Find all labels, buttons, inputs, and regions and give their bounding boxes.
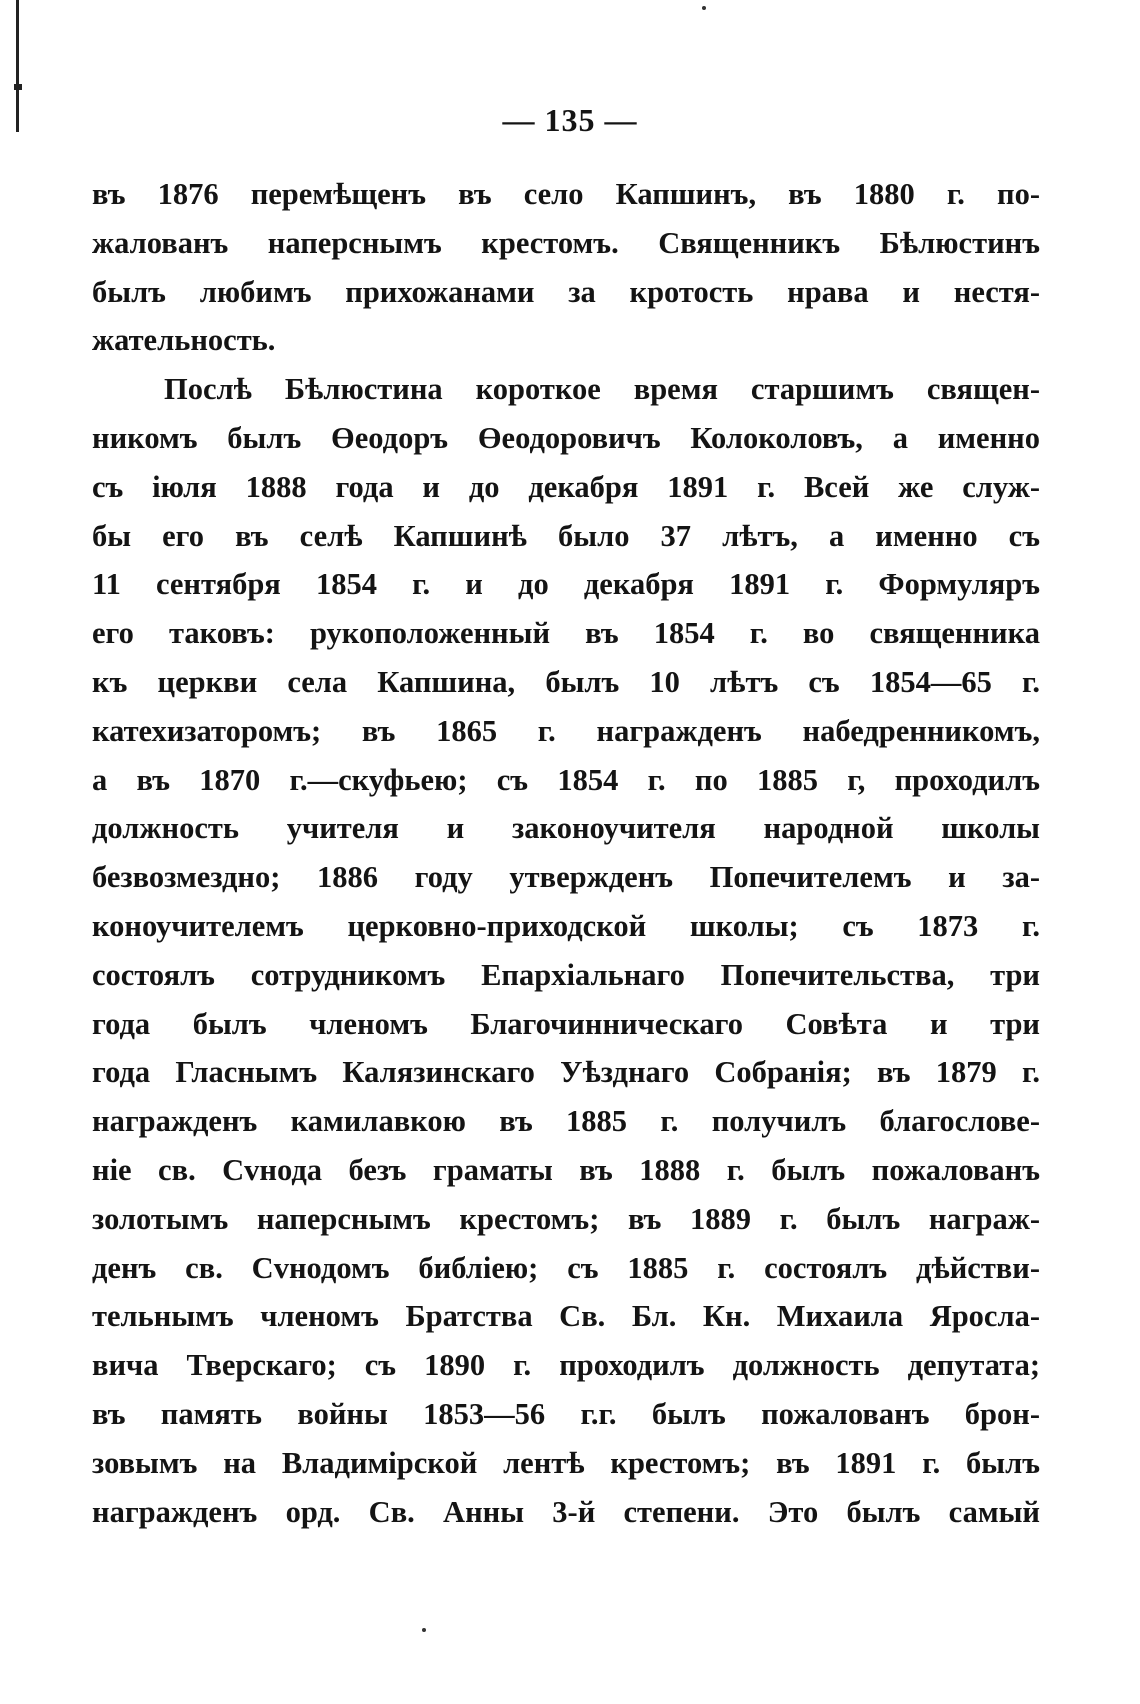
text-line: въ 1876 перемѣщенъ въ село Капшинъ, въ 1880 г. по- <box>92 177 1040 211</box>
text-line: бы его въ селѣ Капшинѣ было 37 лѣтъ, а именно съ <box>92 518 1040 553</box>
text-line: жалованъ наперснымъ крестомъ. Священникъ Бѣлюстинъ <box>92 225 1040 260</box>
text-line: зовымъ на Владимірской лентѣ крестомъ; въ 1891 г. былъ <box>92 1445 1040 1480</box>
text-line: награжденъ орд. Св. Анны 3-й степени. Это былъ самый <box>92 1494 1040 1529</box>
page-body-text <box>92 170 1040 1536</box>
text-line: къ церкви села Капшина, былъ 10 лѣтъ съ 1854—65 г. <box>92 664 1040 699</box>
text-line: состоялъ сотрудникомъ Епархіальнаго Попечительства, три <box>92 957 1040 992</box>
text-line: коноучителемъ церковно-приходской школы; съ 1873 г. <box>92 908 1040 943</box>
text-line: денъ св. Сvнодомъ библіею; съ 1885 г. состоялъ дѣйстви- <box>92 1250 1040 1285</box>
text-line: жательность. <box>92 323 276 358</box>
text-line: былъ любимъ прихожанами за кротость нрава и нестя- <box>92 274 1040 309</box>
text-line: ніе св. Сvнода безъ граматы въ 1888 г. былъ пожалованъ <box>92 1152 1040 1187</box>
binding-edge-tick <box>14 84 22 90</box>
text-line: никомъ былъ Өеодоръ Өеодоровичъ Колоколовъ, а именно <box>92 420 1040 455</box>
print-speck <box>422 1628 426 1632</box>
text-line: награжденъ камилавкою въ 1885 г. получилъ благослове- <box>92 1104 1040 1139</box>
text-line: катехизаторомъ; въ 1865 г. награжденъ набедренникомъ, <box>92 713 1040 748</box>
page-number: — 135 — <box>502 102 638 138</box>
print-speck <box>702 6 706 10</box>
text-line: въ память войны 1853—56 г.г. былъ пожалованъ брон- <box>92 1396 1040 1431</box>
text-line: тельнымъ членомъ Братства Св. Бл. Кн. Михаила Яросла- <box>92 1299 1040 1334</box>
text-line: Послѣ Бѣлюстина короткое время старшимъ священ- <box>164 372 1040 407</box>
text-line: должность учителя и законоучителя народной школы <box>92 811 1040 846</box>
text-line: а въ 1870 г.—скуфьею; съ 1854 г. по 1885 г, проходилъ <box>92 762 1040 797</box>
text-line: года былъ членомъ Благочинническаго Совѣта и три <box>92 1006 1040 1041</box>
text-line: золотымъ наперснымъ крестомъ; въ 1889 г. былъ награж- <box>92 1201 1040 1236</box>
text-line: безвозмездно; 1886 году утвержденъ Попечителемъ и за- <box>92 860 1040 895</box>
text-line: года Гласнымъ Калязинскаго Уѣзднаго Собранія; въ 1879 г. <box>92 1055 1040 1090</box>
text-line: 11 сентября 1854 г. и до декабря 1891 г. Формуляръ <box>92 567 1040 602</box>
text-line: вича Тверскаго; съ 1890 г. проходилъ должность депутата; <box>92 1348 1040 1383</box>
text-line: его таковъ: рукоположенный въ 1854 г. во священника <box>92 616 1040 651</box>
text-line: съ іюля 1888 года и до декабря 1891 г. Всей же служ- <box>92 469 1040 504</box>
